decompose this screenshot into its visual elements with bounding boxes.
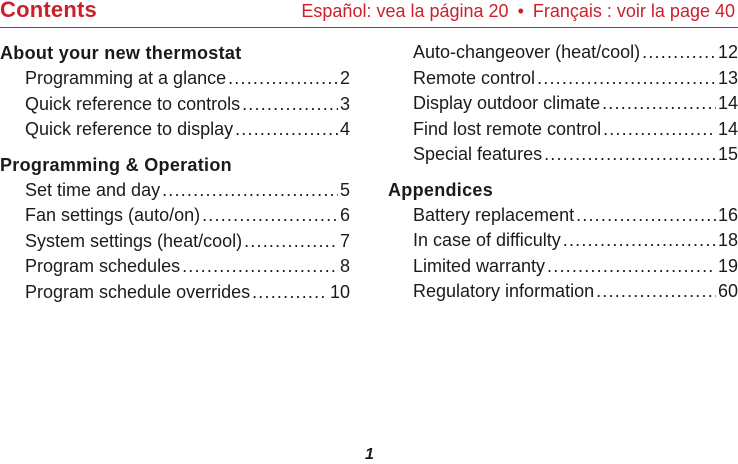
toc-entry-label: Program schedules bbox=[25, 256, 181, 276]
toc-entry-label: Programming at a glance bbox=[25, 68, 227, 88]
toc-right-column bbox=[388, 40, 738, 305]
toc-entry[interactable] bbox=[0, 203, 350, 229]
toc-entry-label: Limited warranty bbox=[413, 255, 546, 276]
toc-entry-label: Find lost remote control bbox=[413, 118, 602, 139]
toc-entry-label: System settings (heat/cool) bbox=[25, 230, 243, 251]
toc-entry[interactable] bbox=[388, 279, 738, 305]
toc-entry[interactable] bbox=[388, 40, 738, 66]
section-gap bbox=[388, 168, 738, 177]
toc-entry[interactable] bbox=[388, 254, 738, 280]
toc-entry[interactable] bbox=[388, 228, 738, 254]
dot-leader bbox=[547, 254, 716, 280]
toc-entry-page: 18 bbox=[717, 230, 738, 250]
section-heading-programming: Programming & Operation bbox=[0, 154, 232, 175]
toc-entry-page: 4 bbox=[339, 119, 350, 139]
toc-entry[interactable] bbox=[388, 91, 738, 117]
toc-entry-page: 16 bbox=[717, 204, 738, 225]
dot-leader bbox=[603, 117, 716, 143]
section-heading-appendices: Appendices bbox=[388, 179, 494, 200]
toc-entry-label: Battery replacement bbox=[413, 204, 575, 225]
toc-entry[interactable] bbox=[388, 117, 738, 143]
page-header bbox=[0, 0, 738, 28]
toc-entry-page: 2 bbox=[339, 68, 350, 88]
language-links bbox=[301, 1, 735, 22]
toc-entry[interactable] bbox=[0, 229, 350, 255]
dot-leader bbox=[576, 203, 716, 229]
toc-entry-page: 14 bbox=[717, 93, 738, 113]
toc-left-column bbox=[0, 40, 350, 305]
toc-entry-page: 7 bbox=[339, 230, 350, 251]
toc-entry-page: 3 bbox=[339, 93, 350, 114]
separator-bullet: • bbox=[517, 1, 524, 21]
dot-leader bbox=[602, 91, 716, 117]
toc-entry-page: 14 bbox=[717, 118, 738, 139]
toc-entry[interactable] bbox=[388, 66, 738, 92]
french-link[interactable]: Français : voir la page 40 bbox=[532, 1, 735, 21]
toc-entry-label: Special features bbox=[413, 144, 543, 164]
toc-entry-page: 60 bbox=[717, 281, 738, 301]
toc-entry[interactable] bbox=[0, 66, 350, 92]
dot-leader bbox=[162, 178, 338, 204]
toc-entry-page: 19 bbox=[717, 255, 738, 276]
dot-leader bbox=[537, 66, 716, 92]
dot-leader bbox=[563, 228, 716, 254]
dot-leader bbox=[182, 254, 338, 280]
toc-entry-label: Quick reference to controls bbox=[25, 93, 241, 114]
toc-entry-page: 15 bbox=[717, 144, 738, 164]
toc-entry-page: 13 bbox=[717, 67, 738, 88]
page-number: 1 bbox=[365, 446, 374, 463]
dot-leader bbox=[228, 66, 338, 92]
dot-leader bbox=[242, 92, 338, 118]
toc-entry-page: 5 bbox=[339, 179, 350, 200]
spanish-link[interactable]: Español: vea la página 20 bbox=[301, 1, 509, 21]
dot-leader bbox=[544, 142, 716, 168]
dot-leader bbox=[252, 280, 328, 306]
toc-entry-label: Auto-changeover (heat/cool) bbox=[413, 42, 641, 62]
dot-leader bbox=[642, 40, 716, 66]
toc-entry-label: Remote control bbox=[413, 67, 536, 88]
toc-entry[interactable] bbox=[0, 280, 350, 306]
toc-entry-label: Program schedule overrides bbox=[25, 281, 251, 302]
contents-title: Contents bbox=[0, 0, 97, 22]
toc-entry[interactable] bbox=[0, 117, 350, 143]
dot-leader bbox=[235, 117, 338, 143]
dot-leader bbox=[244, 229, 338, 255]
toc-entry[interactable] bbox=[0, 92, 350, 118]
toc-entry-label: Display outdoor climate bbox=[413, 93, 601, 113]
toc-entry-page: 10 bbox=[329, 281, 350, 302]
section-gap bbox=[0, 143, 350, 152]
toc-entry-label: Regulatory information bbox=[413, 281, 595, 301]
section-heading-about: About your new thermostat bbox=[0, 43, 242, 63]
toc-entry-page: 12 bbox=[717, 42, 738, 62]
dot-leader bbox=[202, 203, 338, 229]
toc-entry-label: In case of difficulty bbox=[413, 230, 561, 250]
toc-entry[interactable] bbox=[0, 254, 350, 280]
dot-leader bbox=[596, 279, 716, 305]
toc-entry-label: Set time and day bbox=[25, 179, 161, 200]
toc-entry[interactable] bbox=[0, 178, 350, 204]
toc-entry[interactable] bbox=[388, 203, 738, 229]
toc-entry-page: 6 bbox=[339, 205, 350, 225]
toc-entry-page: 8 bbox=[339, 256, 350, 276]
toc-entry-label: Fan settings (auto/on) bbox=[25, 205, 201, 225]
toc-entry[interactable] bbox=[388, 142, 738, 168]
toc-entry-label: Quick reference to display bbox=[25, 119, 234, 139]
